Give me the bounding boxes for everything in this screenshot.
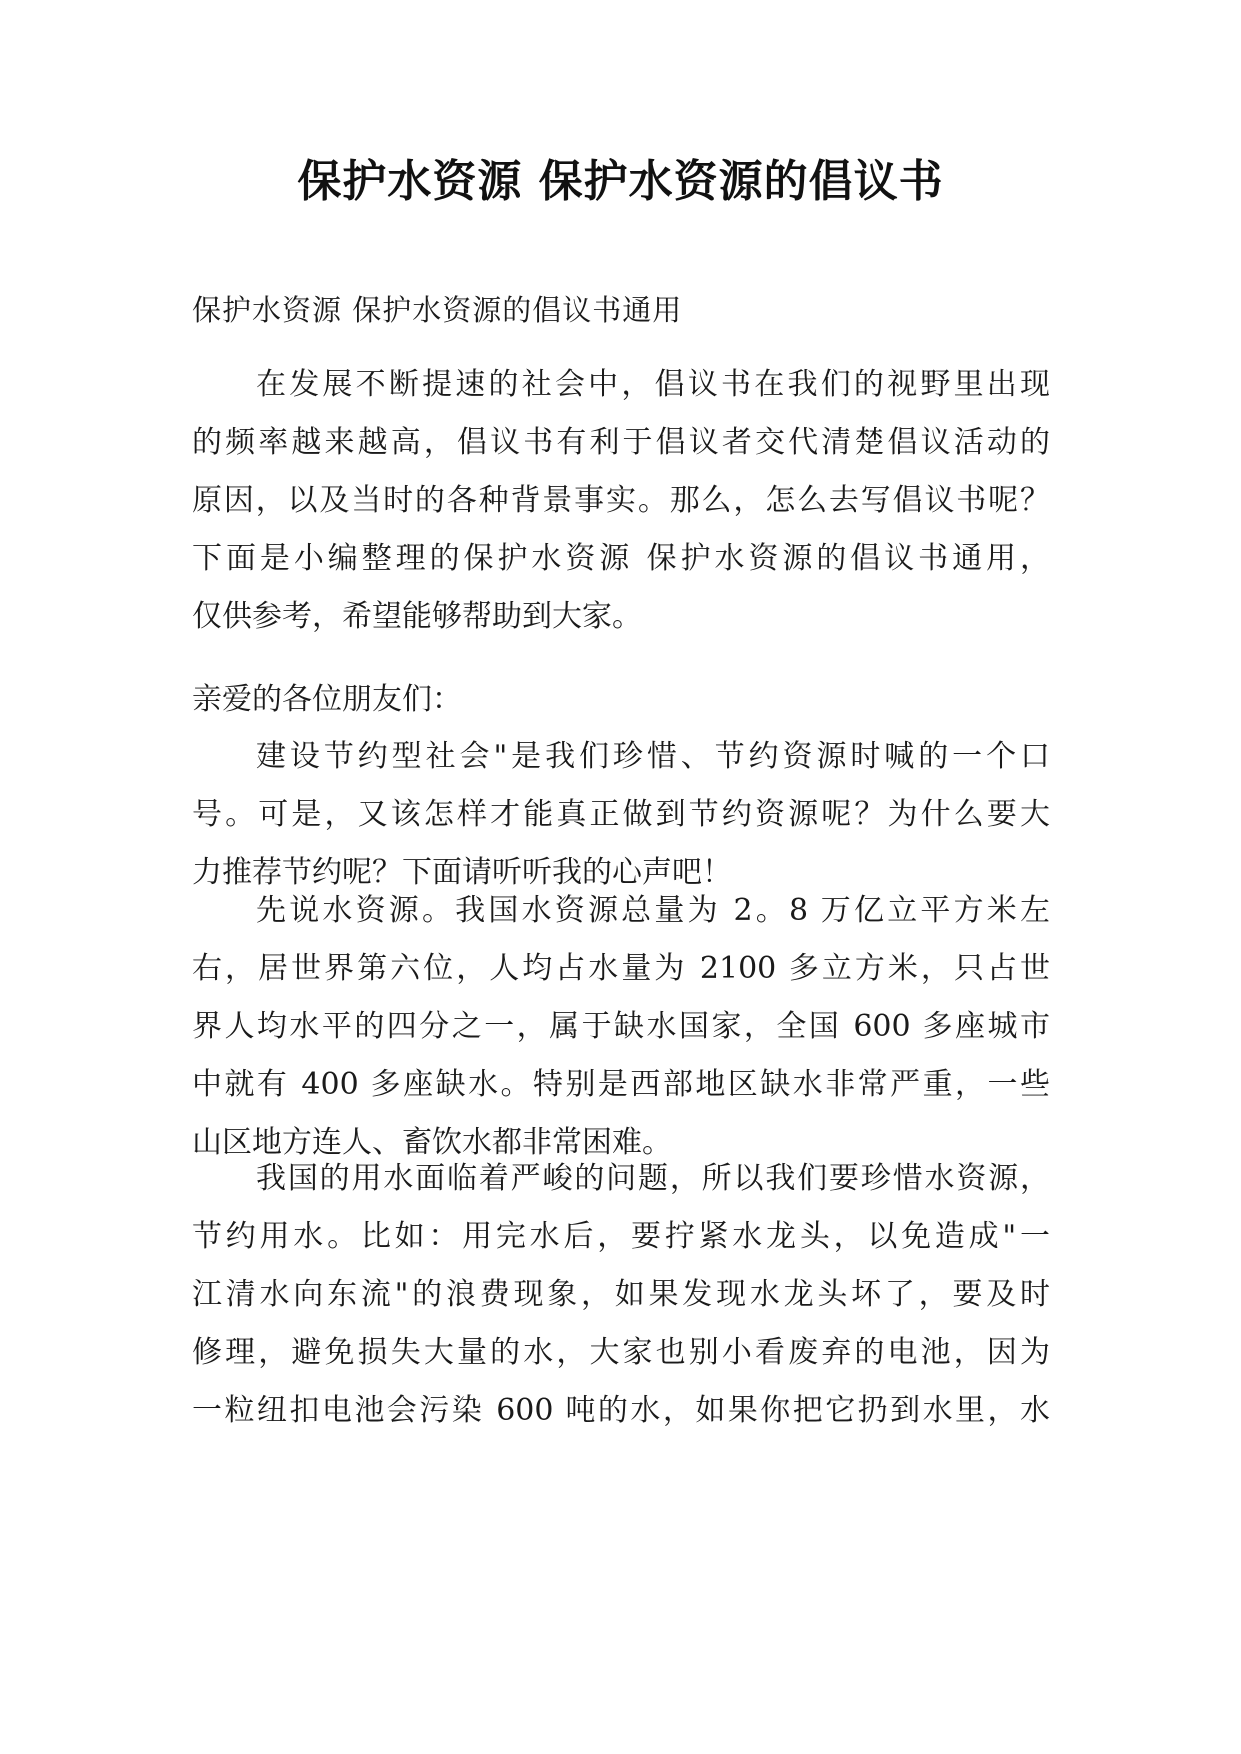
paragraph-line: 右，居世界第六位，人均占水量为 2100 多立方米，只占世	[192, 951, 1050, 986]
greeting-line: 亲爱的各位朋友们：	[192, 682, 462, 717]
paragraph-line: 建设节约型社会"是我们珍惜、节约资源时喊的一个口	[256, 739, 1050, 774]
intro-paragraph	[192, 356, 1050, 646]
paragraph-line: 仅供参考，希望能够帮助到大家。	[192, 599, 642, 634]
paragraph-line: 江清水向东流"的浪费现象，如果发现水龙头坏了，要及时	[192, 1277, 1050, 1312]
paragraph-line: 力推荐节约呢？下面请听听我的心声吧！	[192, 855, 732, 890]
paragraph-line: 中就有 400 多座缺水。特别是西部地区缺水非常严重，一些	[192, 1067, 1050, 1102]
paragraph-line: 号。可是，又该怎样才能真正做到节约资源呢？为什么要大	[192, 797, 1050, 832]
paragraph-line: 界人均水平的四分之一，属于缺水国家，全国 600 多座城市	[192, 1009, 1050, 1044]
paragraph-line: 先说水资源。我国水资源总量为 2。8 万亿立平方米左	[256, 893, 1050, 928]
document-subtitle: 保护水资源 保护水资源的倡议书通用	[192, 293, 683, 327]
paragraph-2	[192, 882, 1050, 1172]
paragraph-1	[192, 728, 1050, 902]
paragraph-line: 下面是小编整理的保护水资源 保护水资源的倡议书通用，	[192, 541, 1050, 576]
paragraph-line: 一粒纽扣电池会污染 600 吨的水，如果你把它扔到水里，水	[192, 1393, 1050, 1428]
paragraph-line: 在发展不断提速的社会中，倡议书在我们的视野里出现	[256, 367, 1050, 402]
paragraph-3	[192, 1150, 1050, 1440]
paragraph-line: 的频率越来越高，倡议书有利于倡议者交代清楚倡议活动的	[192, 425, 1050, 460]
greeting	[192, 671, 1050, 729]
paragraph-line: 原因，以及当时的各种背景事实。那么，怎么去写倡议书呢？	[192, 483, 1050, 518]
paragraph-line: 修理，避免损失大量的水，大家也别小看废弃的电池，因为	[192, 1335, 1050, 1370]
paragraph-line: 我国的用水面临着严峻的问题，所以我们要珍惜水资源，	[256, 1161, 1050, 1196]
paragraph-line: 山区地方连人、畜饮水都非常困难。	[192, 1125, 672, 1160]
paragraph-line: 节约用水。比如：用完水后，要拧紧水龙头，以免造成"一	[192, 1219, 1050, 1254]
document-title: 保护水资源 保护水资源的倡议书	[297, 156, 944, 207]
